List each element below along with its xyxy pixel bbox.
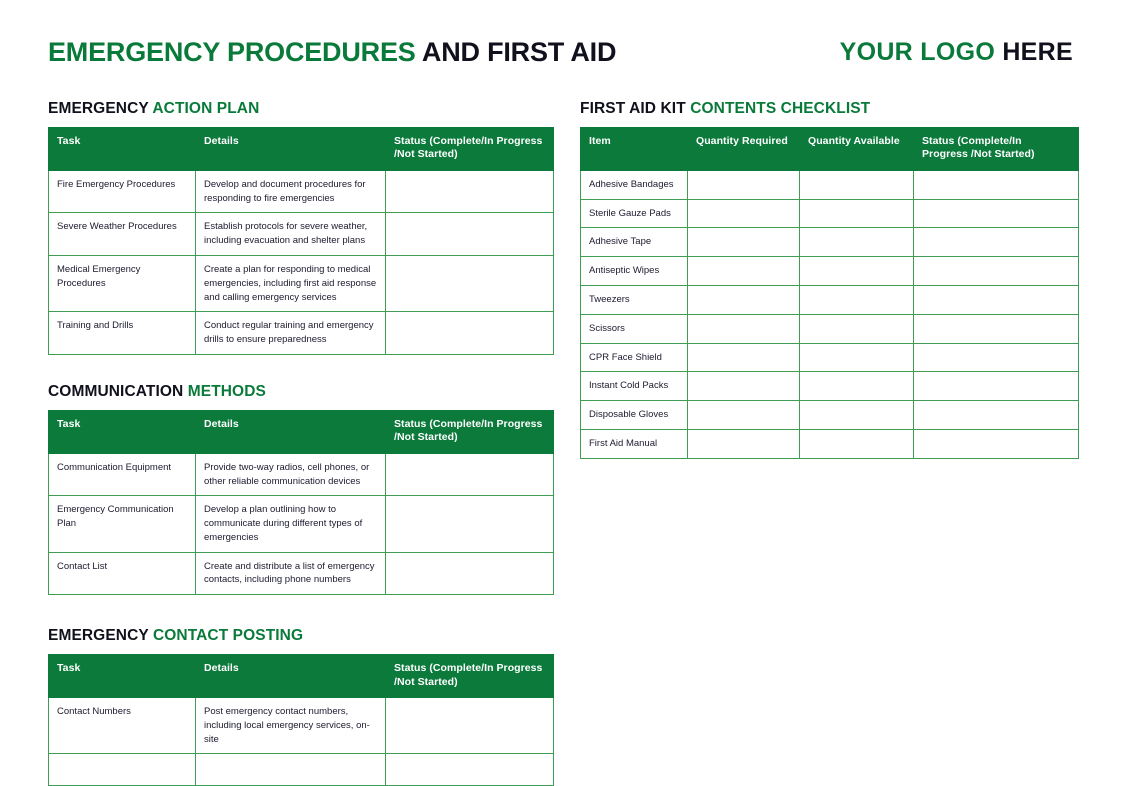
cell-details: Post emergency contact numbers, including local emergency services, on-site xyxy=(196,698,386,754)
cell-quantity-required[interactable] xyxy=(688,199,800,228)
cell-quantity-available[interactable] xyxy=(800,343,914,372)
table-row xyxy=(49,453,554,496)
cell-quantity-required[interactable] xyxy=(688,314,800,343)
cell-quantity-available[interactable] xyxy=(800,372,914,401)
cell-task: Emergency Communication Plan xyxy=(49,496,196,552)
cell-item: Instant Cold Packs xyxy=(581,372,688,401)
page-title-dark: AND FIRST AID xyxy=(421,36,617,67)
cell-status[interactable] xyxy=(914,314,1079,343)
cell-task: Communication Equipment xyxy=(49,453,196,496)
table-row xyxy=(49,552,554,595)
table-row xyxy=(49,255,554,311)
cell-item: First Aid Manual xyxy=(581,429,688,458)
cell-quantity-available[interactable] xyxy=(800,314,914,343)
cell-quantity-available[interactable] xyxy=(800,285,914,314)
cell-quantity-available[interactable] xyxy=(800,199,914,228)
cell-task xyxy=(49,754,196,786)
cell-task: Severe Weather Procedures xyxy=(49,213,196,256)
heading-accent: ACTION PLAN xyxy=(152,100,260,117)
table-emergency-contact-posting xyxy=(48,654,554,786)
column-header-details: Details xyxy=(196,128,386,171)
cell-status[interactable] xyxy=(914,170,1079,199)
cell-item: Disposable Gloves xyxy=(581,401,688,430)
table-row xyxy=(581,401,1079,430)
column-header-details: Details xyxy=(196,655,386,698)
heading-dark: EMERGENCY xyxy=(48,627,149,645)
right-column xyxy=(580,100,1078,459)
table-header-row xyxy=(49,655,554,698)
cell-quantity-available[interactable] xyxy=(800,257,914,286)
cell-status[interactable] xyxy=(914,372,1079,401)
column-header-status: Status (Complete/In Progress /Not Started) xyxy=(386,410,554,453)
section-communication-methods xyxy=(48,383,548,595)
section-first-aid-kit-checklist xyxy=(580,100,1078,459)
cell-item: Adhesive Bandages xyxy=(581,170,688,199)
cell-status[interactable] xyxy=(386,552,554,595)
cell-quantity-required[interactable] xyxy=(688,285,800,314)
cell-status[interactable] xyxy=(386,213,554,256)
heading-accent: CONTENTS CHECKLIST xyxy=(690,100,871,117)
cell-task: Fire Emergency Procedures xyxy=(49,170,196,213)
table-header-row xyxy=(49,128,554,171)
column-header-task: Task xyxy=(49,410,196,453)
section-heading-first-aid-kit-checklist xyxy=(580,100,1078,117)
cell-details: Establish protocols for severe weather, including evacuation and shelter plans xyxy=(196,213,386,256)
cell-details: Develop a plan outlining how to communicate during different types of emergencies xyxy=(196,496,386,552)
cell-task: Contact Numbers xyxy=(49,698,196,754)
cell-item: Antiseptic Wipes xyxy=(581,257,688,286)
cell-status[interactable] xyxy=(914,429,1079,458)
cell-quantity-required[interactable] xyxy=(688,343,800,372)
cell-task: Training and Drills xyxy=(49,312,196,355)
section-spacer xyxy=(48,355,548,383)
table-first-aid-kit-checklist xyxy=(580,127,1079,459)
column-header-status: Status (Complete/In Progress /Not Started) xyxy=(914,128,1079,171)
cell-details: Create a plan for responding to medical emergencies, including first aid response and calling emergency services xyxy=(196,255,386,311)
column-header-task: Task xyxy=(49,655,196,698)
column-header-status: Status (Complete/In Progress /Not Started) xyxy=(386,655,554,698)
logo-placeholder-accent: YOUR LOGO xyxy=(839,37,996,66)
table-row xyxy=(581,257,1079,286)
column-header-status: Status (Complete/In Progress /Not Started) xyxy=(386,128,554,171)
cell-quantity-required[interactable] xyxy=(688,401,800,430)
cell-quantity-required[interactable] xyxy=(688,228,800,257)
page-title-accent: EMERGENCY PROCEDURES xyxy=(48,36,416,67)
cell-item: Scissors xyxy=(581,314,688,343)
cell-quantity-available[interactable] xyxy=(800,228,914,257)
section-emergency-action-plan xyxy=(48,100,548,355)
cell-quantity-required[interactable] xyxy=(688,170,800,199)
column-header-quantity-required: Quantity Required xyxy=(688,128,800,171)
logo-placeholder xyxy=(839,37,1073,66)
heading-dark: COMMUNICATION xyxy=(48,382,184,400)
cell-item: Tweezers xyxy=(581,285,688,314)
cell-status[interactable] xyxy=(914,228,1079,257)
table-row xyxy=(49,312,554,355)
cell-status[interactable] xyxy=(914,257,1079,286)
cell-status[interactable] xyxy=(914,343,1079,372)
cell-quantity-required[interactable] xyxy=(688,429,800,458)
cell-details xyxy=(196,754,386,786)
table-row xyxy=(581,429,1079,458)
table-communication-methods xyxy=(48,410,554,595)
cell-status[interactable] xyxy=(914,285,1079,314)
table-row xyxy=(581,170,1079,199)
table-header-row xyxy=(49,410,554,453)
heading-accent: CONTACT POSTING xyxy=(152,627,304,645)
cell-quantity-available[interactable] xyxy=(800,170,914,199)
section-emergency-contact-posting xyxy=(48,627,548,786)
cell-status[interactable] xyxy=(386,255,554,311)
cell-status[interactable] xyxy=(386,312,554,355)
cell-quantity-available[interactable] xyxy=(800,429,914,458)
section-heading-communication-methods xyxy=(48,383,548,400)
heading-dark: FIRST AID KIT xyxy=(580,100,686,117)
section-spacer xyxy=(48,595,548,627)
heading-accent: METHODS xyxy=(187,382,266,400)
cell-status[interactable] xyxy=(386,496,554,552)
cell-details: Develop and document procedures for responding to fire emergencies xyxy=(196,170,386,213)
table-row xyxy=(581,199,1079,228)
table-row xyxy=(49,698,554,754)
column-header-details: Details xyxy=(196,410,386,453)
table-row xyxy=(581,228,1079,257)
logo-placeholder-dark: HERE xyxy=(1002,37,1073,66)
table-row xyxy=(49,170,554,213)
cell-status[interactable] xyxy=(386,754,554,786)
cell-quantity-available[interactable] xyxy=(800,401,914,430)
section-heading-emergency-action-plan xyxy=(48,100,548,117)
cell-details: Create and distribute a list of emergency contacts, including phone numbers xyxy=(196,552,386,595)
column-header-task: Task xyxy=(49,128,196,171)
cell-status[interactable] xyxy=(386,453,554,496)
cell-quantity-required[interactable] xyxy=(688,257,800,286)
first-aid-kit-rows xyxy=(581,170,1079,458)
cell-status[interactable] xyxy=(914,199,1079,228)
table-emergency-action-plan xyxy=(48,127,554,355)
table-row xyxy=(49,496,554,552)
page-title xyxy=(48,36,617,67)
page-header xyxy=(0,0,1121,92)
cell-item: Adhesive Tape xyxy=(581,228,688,257)
table-row xyxy=(49,754,554,786)
cell-item: CPR Face Shield xyxy=(581,343,688,372)
cell-quantity-required[interactable] xyxy=(688,372,800,401)
table-row xyxy=(581,314,1079,343)
table-row xyxy=(581,372,1079,401)
column-header-quantity-available: Quantity Available xyxy=(800,128,914,171)
table-header-row xyxy=(581,128,1079,171)
cell-status[interactable] xyxy=(914,401,1079,430)
cell-item: Sterile Gauze Pads xyxy=(581,199,688,228)
cell-task: Medical Emergency Procedures xyxy=(49,255,196,311)
cell-details: Provide two-way radios, cell phones, or other reliable communication devices xyxy=(196,453,386,496)
cell-status[interactable] xyxy=(386,170,554,213)
table-row xyxy=(581,343,1079,372)
column-header-item: Item xyxy=(581,128,688,171)
cell-status[interactable] xyxy=(386,698,554,754)
left-column xyxy=(48,100,548,786)
heading-dark: EMERGENCY xyxy=(48,100,149,117)
table-row xyxy=(49,213,554,256)
table-row xyxy=(581,285,1079,314)
cell-task: Contact List xyxy=(49,552,196,595)
cell-details: Conduct regular training and emergency drills to ensure preparedness xyxy=(196,312,386,355)
